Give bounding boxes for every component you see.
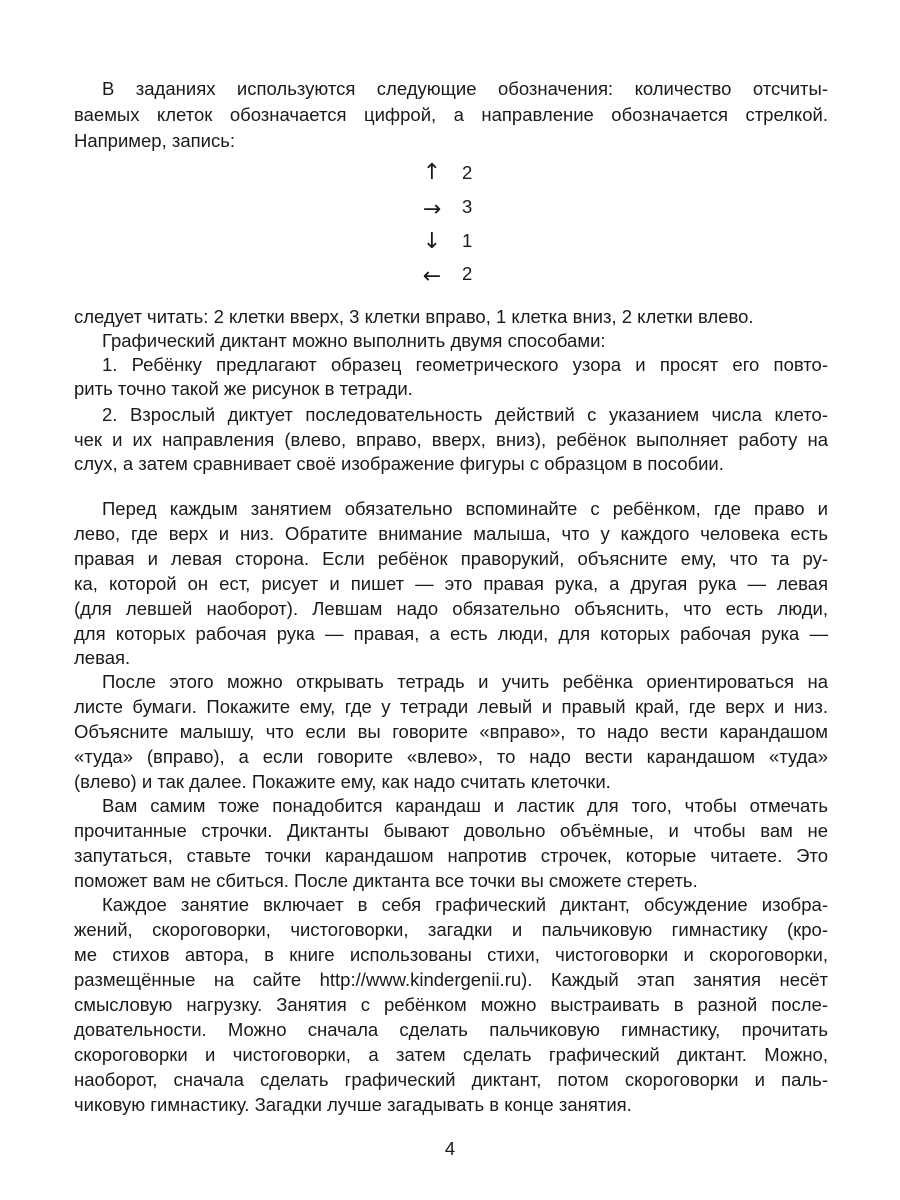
text-line: жений, скороговорки, чистоговорки, загадки и пальчиковую гимнастику (кро- xyxy=(74,919,828,940)
text-line: 2. Взрослый диктует последовательность действий с указанием числа клето- xyxy=(102,404,828,425)
text-line: ме стихов автора, в книге использованы стихи, чистоговорки и скороговорки, xyxy=(74,944,828,965)
text-line: лево, где верх и низ. Обратите внимание малыша, что у каждого человека есть xyxy=(74,523,828,544)
text-line: размещённые на сайте http://www.kindergenii.ru). Каждый этап занятия несёт xyxy=(74,969,828,990)
text-line: прочитанные строчки. Диктанты бывают довольно объёмные, и чтобы вам не xyxy=(74,820,828,841)
text-line: (для левшей наоборот). Левшам надо обязательно объяснить, что есть люди, xyxy=(74,598,828,619)
text-line: (влево) и так далее. Покажите ему, как надо считать клеточки. xyxy=(74,771,611,792)
text-line: скороговорки и чистоговорки, а затем сделать графический диктант. Можно, xyxy=(74,1044,828,1065)
text-line: правая и левая сторона. Если ребёнок праворукий, объясните ему, что та ру- xyxy=(74,548,828,569)
text-line: слух, а затем сравнивает своё изображение фигуры с образцом в пособии. xyxy=(74,453,724,474)
arrow-count: 2 xyxy=(462,263,473,284)
text-line: Каждое занятие включает в себя графический диктант, обсуждение изобра- xyxy=(102,894,828,915)
arrow-count: 1 xyxy=(462,230,473,251)
text-line: «туда» (вправо), а если говорите «влево», то надо вести карандашом «туда» xyxy=(74,746,828,767)
text-line: смысловую нагрузку. Занятия с ребёнком можно выстраивать в разной после- xyxy=(74,994,828,1015)
text-line: 1. Ребёнку предлагают образец геометрического узора и просят его повто- xyxy=(102,354,828,375)
arrow-count: 2 xyxy=(462,162,473,183)
text-line: листе бумаги. Покажите ему, где у тетради левый и правый край, где верх и низ. xyxy=(74,696,828,717)
text-line: левая. xyxy=(74,647,131,668)
text-line: ка, которой он ест, рисует и пишет — это правая рука, а другая рука — левая xyxy=(74,573,828,594)
text-line: следует читать: 2 клетки вверх, 3 клетки вправо, 1 клетка вниз, 2 клетки влево. xyxy=(74,306,754,327)
text-line: довательности. Можно сначала сделать пальчиковую гимнастику, прочитать xyxy=(74,1019,828,1040)
text-line: чиковую гимнастику. Загадки лучше загадывать в конце занятия. xyxy=(74,1094,632,1115)
down-arrow-icon: ↓ xyxy=(422,229,442,254)
text-line: наоборот, сначала сделать графический диктант, потом скороговорки и паль- xyxy=(74,1069,828,1090)
text-line: Перед каждым занятием обязательно вспоминайте с ребёнком, где право и xyxy=(102,498,828,519)
arrow-count: 3 xyxy=(462,196,473,217)
text-line: чек и их направления (влево, вправо, вверх, вниз), ребёнок выполняет работу на xyxy=(74,429,828,450)
text-line: для которых рабочая рука — правая, а есть люди, для которых рабочая рука — xyxy=(74,623,828,644)
text-line: Например, запись: xyxy=(74,130,236,151)
right-arrow-icon: → xyxy=(422,197,442,222)
left-arrow-icon: ← xyxy=(422,264,442,289)
text-line: рить точно такой же рисунок в тетради. xyxy=(74,378,413,399)
text-line: ваемых клеток обозначается цифрой, а направление обозначается стрелкой. xyxy=(74,104,828,125)
text-line: запутаться, ставьте точки карандашом напротив строчек, которые читаете. Это xyxy=(74,845,828,866)
text-line: Графический диктант можно выполнить двумя способами: xyxy=(102,330,606,351)
text-line: поможет вам не сбиться. После диктанта все точки вы сможете стереть. xyxy=(74,870,698,891)
text-line: После этого можно открывать тетрадь и учить ребёнка ориентироваться на xyxy=(102,671,828,692)
page-number: 4 xyxy=(444,1138,456,1159)
up-arrow-icon: ↑ xyxy=(422,160,442,185)
text-line: Вам самим тоже понадобится карандаш и ластик для того, чтобы отмечать xyxy=(102,795,828,816)
text-line: Объясните малышу, что если вы говорите «вправо», то надо вести карандашом xyxy=(74,721,828,742)
text-line: В заданиях используются следующие обозначения: количество отсчиты- xyxy=(102,78,828,99)
